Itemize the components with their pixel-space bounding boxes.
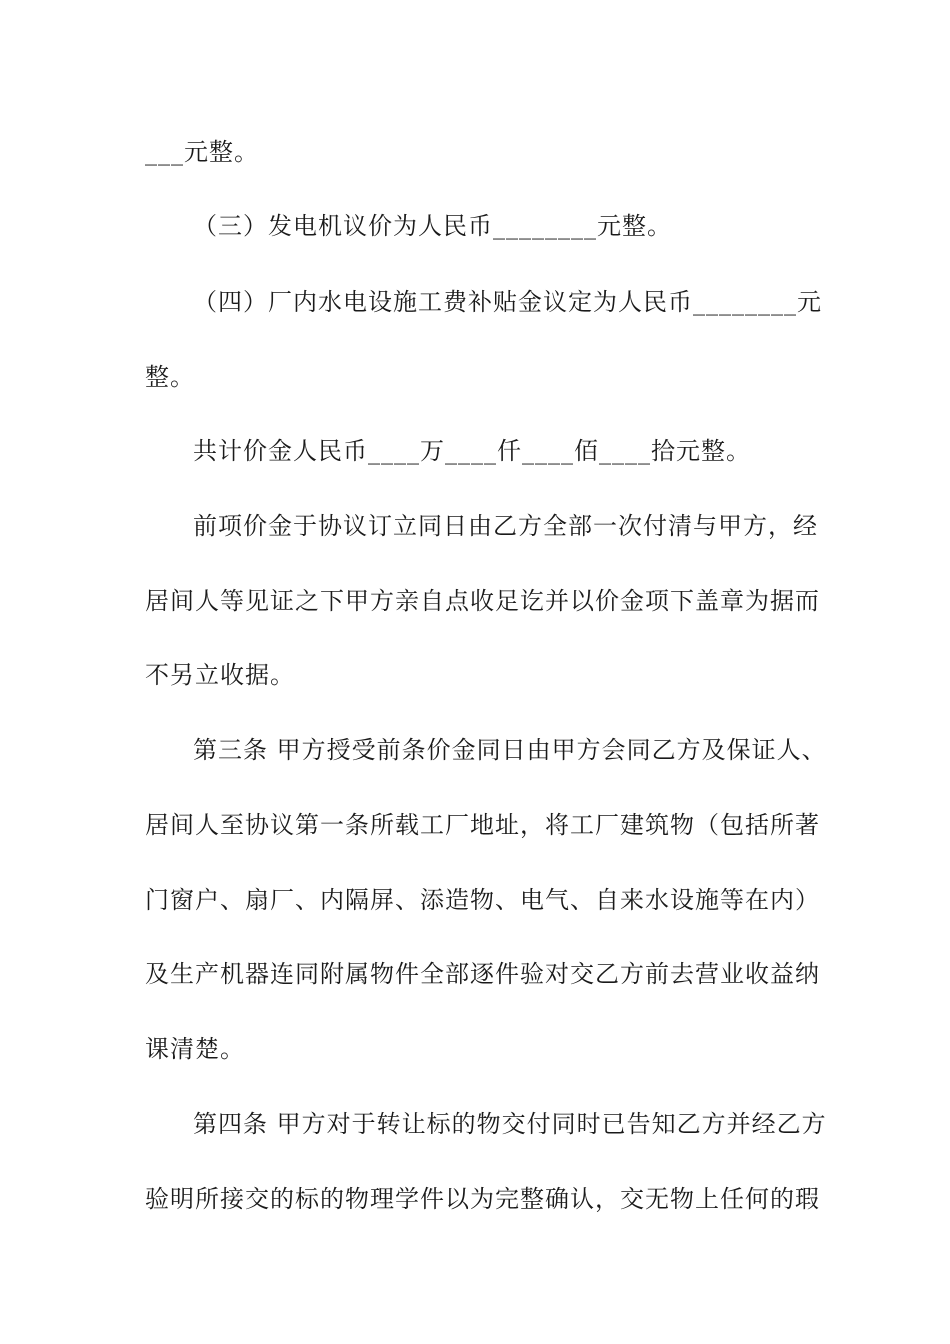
text-line-3: （四）厂内水电设施工费补贴金议定为人民币________元 bbox=[193, 288, 822, 316]
text-line-7: 居间人等见证之下甲方亲自点收足讫并以价金项下盖章为据而 bbox=[145, 587, 820, 615]
text-line-8: 不另立收据。 bbox=[145, 661, 295, 689]
text-line-14: 第四条 甲方对于转让标的物交付同时已告知乙方并经乙方 bbox=[193, 1110, 827, 1138]
text-line-12: 及生产机器连同附属物件全部逐件验对交乙方前去营业收益纳 bbox=[145, 960, 820, 988]
text-line-4: 整。 bbox=[145, 363, 195, 391]
text-line-6: 前项价金于协议订立同日由乙方全部一次付清与甲方，经 bbox=[193, 512, 818, 540]
text-line-11: 门窗户、扇厂、内隔屏、添造物、电气、自来水设施等在内） bbox=[145, 886, 820, 914]
text-line-5: 共计价金人民币____万____仟____佰____拾元整。 bbox=[193, 437, 751, 465]
text-line-15: 验明所接交的标的物理学件以为完整确认，交无物上任何的瑕 bbox=[145, 1185, 820, 1213]
text-line-2: （三）发电机议价为人民币________元整。 bbox=[193, 212, 672, 240]
text-line-13: 课清楚。 bbox=[145, 1035, 245, 1063]
text-line-1: ___元整。 bbox=[145, 138, 259, 166]
text-line-9: 第三条 甲方授受前条价金同日由甲方会同乙方及保证人、 bbox=[193, 736, 827, 764]
text-line-10: 居间人至协议第一条所载工厂地址，将工厂建筑物（包括所著 bbox=[145, 811, 820, 839]
